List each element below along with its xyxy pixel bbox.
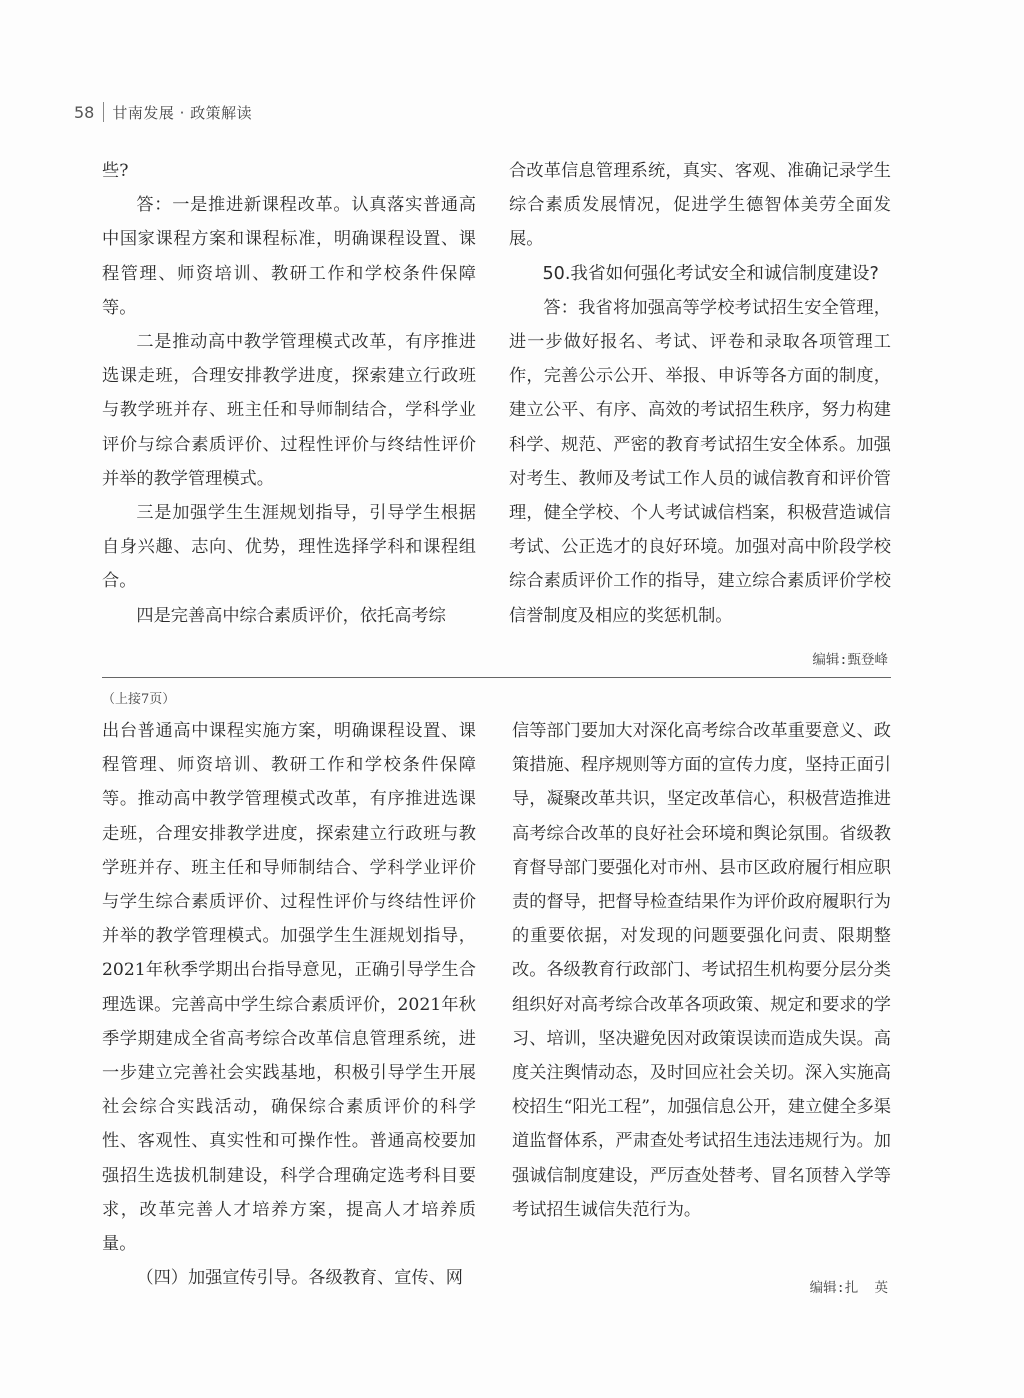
section-title: 甘南发展 · 政策解读	[112, 103, 253, 122]
paragraph: 四是完善高中综合素质评价，依托高考综	[136, 605, 446, 626]
paragraph: 答：一是推进新课程改革。认真落实普通高中国家课程方案和课程标准，明确课程设置、课程管理、师资培训、教研工作和学校条件保障等。	[102, 195, 476, 318]
paragraph: 合改革信息管理系统，真实、客观、准确记录学生综合素质发展情况，促进学生德智体美劳全面发展。	[509, 161, 891, 250]
upper-left-column	[102, 154, 476, 633]
editor-credit: 编辑:扎 英	[809, 1280, 888, 1296]
paragraph: 信等部门要加大对深化高考综合改革重要意义、政策措施、程序规则等方面的宣传力度，坚持正面引导，凝聚改革共识，坚定改革信心，积极营造推进高考综合改革的良好社会环境和舆论氛围。省级教育督导部门要强化对市州、县市区政府履行相应职责的督导，把督导检查结果作为评价政府履职行为的重要依据，对发现的问题要强化问责、限期整改。各级教育行政部门、考试招生机构要分层分类组织好对高考综合改革各项政策、规定和要求的学习、培训，坚决避免因对政策误读而造成失误。高度关注舆情动态，及时回应社会关切。深入实施高校招生“阳光工程”，加强信息公开，建立健全多渠道监督体系，严肃查处考试招生违法违规行为。加强诚信制度建设，严厉查处替考、冒名顶替入学等考试招生诚信失范行为。	[512, 721, 891, 1220]
section-divider	[102, 677, 891, 678]
continued-note: （上接7页）	[102, 692, 176, 707]
paragraph: 三是加强学生生涯规划指导，引导学生根据自身兴趣、志向、优势，理性选择学科和课程组合。	[102, 503, 476, 592]
paragraph: 答：我省将加强高等学校考试招生安全管理，进一步做好报名、考试、评卷和录取各项管理工作，完善公示公开、举报、申诉等各方面的制度，建立公平、有序、高效的考试招生秩序，努力构建科学、规范、严密的教育考试招生安全体系。加强对考生、教师及考试工作人员的诚信教育和评价管理，健全学校、个人考试诚信档案，积极营造诚信考试、公正选才的良好环境。加强对高中阶段学校综合素质评价工作的指导，建立综合素质评价学校信誉制度及相应的奖惩机制。	[509, 297, 891, 626]
page-number: 58	[74, 102, 95, 122]
paragraph: 些?	[102, 161, 129, 181]
page-header	[74, 100, 252, 124]
paragraph: 二是推动高中教学管理模式改革，有序推进选课走班，合理安排教学进度，探索建立行政班与教学班并存、班主任和导师制结合，学科学业评价与综合素质评价、过程性评价与终结性评价并举的教学管理模式。	[102, 332, 476, 489]
lower-right-column	[512, 714, 891, 1227]
upper-right-column	[509, 154, 891, 633]
question-heading: 50.我省如何强化考试安全和诚信制度建设?	[542, 263, 879, 284]
paragraph: （四）加强宣传引导。各级教育、宣传、网	[136, 1268, 463, 1289]
paragraph: 出台普通高中课程实施方案，明确课程设置、课程管理、师资培训、教研工作和学校条件保障等。推动高中教学管理模式改革，有序推进选课走班，合理安排教学进度，探索建立行政班与教学班并存、班主任和导师制结合、学科学业评价与学生综合素质评价、过程性评价与终结性评价并举的教学管理模式。加强学生生涯规划指导，2021年秋季学期出台指导意见，正确引导学生合理选课。完善高中学生综合素质评价，2021年秋季学期建成全省高考综合改革信息管理系统，进一步建立完善社会实践基地，积极引导学生开展社会综合实践活动，确保综合素质评价的科学性、客观性、真实性和可操作性。普通高校要加强招生选拔机制建设，科学合理确定选考科目要求，改革完善人才培养方案，提高人才培养质量。	[102, 721, 476, 1255]
editor-credit: 编辑:甄登峰	[812, 652, 888, 668]
lower-left-column	[102, 714, 476, 1295]
header-separator	[103, 102, 104, 122]
